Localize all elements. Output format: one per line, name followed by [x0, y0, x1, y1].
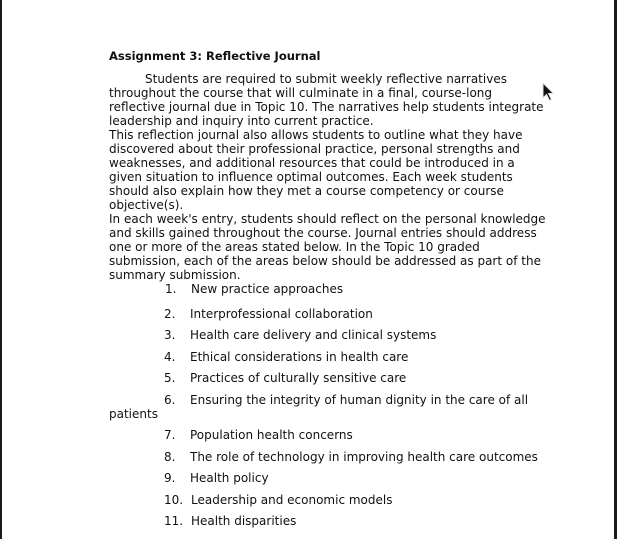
list-item-number: 3.: [164, 328, 176, 342]
paragraph-weekly-entry: In each week's entry, students should reflect on the personal knowledge and skills gained throughout the course. Journal entries should address one or more of the areas stated below. In the Topic 10 graded submission, each of the areas below should be addressed as part of the summary submission.: [109, 212, 546, 282]
paragraph-reflection: This reflection journal also allows students to outline what they have discovered about their professional practice, personal strengths and weaknesses, and additional resources that could be introduced in a given situation to influence optimal outcomes. Each week students should also explain how they met a course competency or course objective(s).: [109, 128, 523, 212]
list-item: [109, 307, 549, 321]
list-item-text: Ensuring the integrity of human dignity in the care of all patients: [109, 392, 529, 421]
list-item: [109, 514, 549, 528]
mouse-pointer-icon: [542, 82, 556, 102]
list-item-number: 1.: [165, 282, 177, 296]
list-item-number: 4.: [164, 349, 176, 364]
list-item-text: The role of technology in improving health care outcomes: [190, 449, 538, 464]
document-page: [109, 49, 549, 528]
list-item-text: Population health concerns: [190, 428, 353, 442]
list-item-number: 7.: [164, 428, 176, 442]
list-item-text: Health care delivery and clinical systems: [190, 328, 437, 342]
list-item-number: 10.: [164, 492, 184, 507]
list-item: [109, 450, 549, 464]
list-item-text: Practices of culturally sensitive care: [190, 371, 407, 385]
list-item-number: 11.: [164, 514, 184, 528]
list-item: [109, 493, 549, 507]
document-title: Assignment 3: Reflective Journal: [109, 49, 321, 63]
list-item: [109, 350, 549, 364]
list-item: [109, 371, 549, 385]
list-item-number: 6.: [164, 392, 176, 407]
paragraph-intro: Students are required to submit weekly reflective narratives throughout the course that will culminate in a final, course-long reflective journal due in Topic 10. The narratives help students integrate leadership and inquiry into current practice.: [109, 72, 544, 128]
list-item-text: New practice approaches: [191, 282, 344, 296]
list-item: [109, 471, 549, 485]
list-item-number: 9.: [164, 471, 176, 485]
list-item-text: Health disparities: [191, 514, 297, 528]
list-item: [109, 428, 549, 442]
areas-list: [109, 282, 549, 528]
list-item-number: 8.: [164, 449, 176, 464]
list-item: [109, 328, 549, 342]
list-item: [109, 393, 549, 421]
list-item-text: Health policy: [190, 471, 269, 485]
window-edge-left: [0, 0, 2, 539]
list-item-text: Interprofessional collaboration: [190, 306, 373, 321]
list-item-number: 2.: [164, 306, 176, 321]
list-item-text: Leadership and economic models: [191, 492, 393, 507]
list-item-number: 5.: [164, 371, 176, 385]
list-item: [109, 282, 549, 299]
list-item-text: Ethical considerations in health care: [190, 349, 409, 364]
